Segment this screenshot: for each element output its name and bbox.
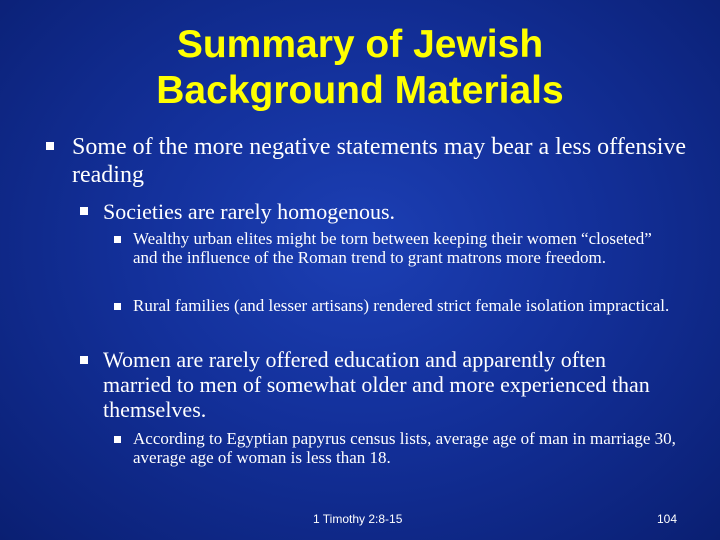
bullet-level3-text: Wealthy urban elites might be torn between keeping their women “closeted” and the influence of the Roman trend to grant matrons more freedom. xyxy=(133,229,652,267)
square-bullet-icon xyxy=(80,207,88,215)
bullet-level3-text: Rural families (and lesser artisans) rendered strict female isolation impractical. xyxy=(133,296,670,315)
page-number: 104 xyxy=(657,512,678,526)
bullet-level3-text: According to Egyptian papyrus census lists, average age of man in marriage 30, average age of woman is less than 18. xyxy=(133,429,676,467)
square-bullet-icon xyxy=(114,303,121,310)
square-bullet-icon xyxy=(46,142,54,150)
bullet-level1-text: Some of the more negative statements may bear a less offensive reading xyxy=(72,134,687,188)
square-bullet-icon xyxy=(114,436,121,443)
bullet-level2-text: Societies are rarely homogenous. xyxy=(103,199,396,224)
slide-title xyxy=(0,22,720,114)
square-bullet-icon xyxy=(114,236,121,243)
footer-reference: 1 Timothy 2:8-15 xyxy=(313,512,403,526)
title-line-1: Summary of Jewish xyxy=(176,23,544,66)
title-line-2: Background Materials xyxy=(156,69,564,112)
bullet-level2-text: Women are rarely offered education and apparently often married to men of somewhat older and more experienced than themselves. xyxy=(103,347,650,422)
square-bullet-icon xyxy=(80,356,88,364)
